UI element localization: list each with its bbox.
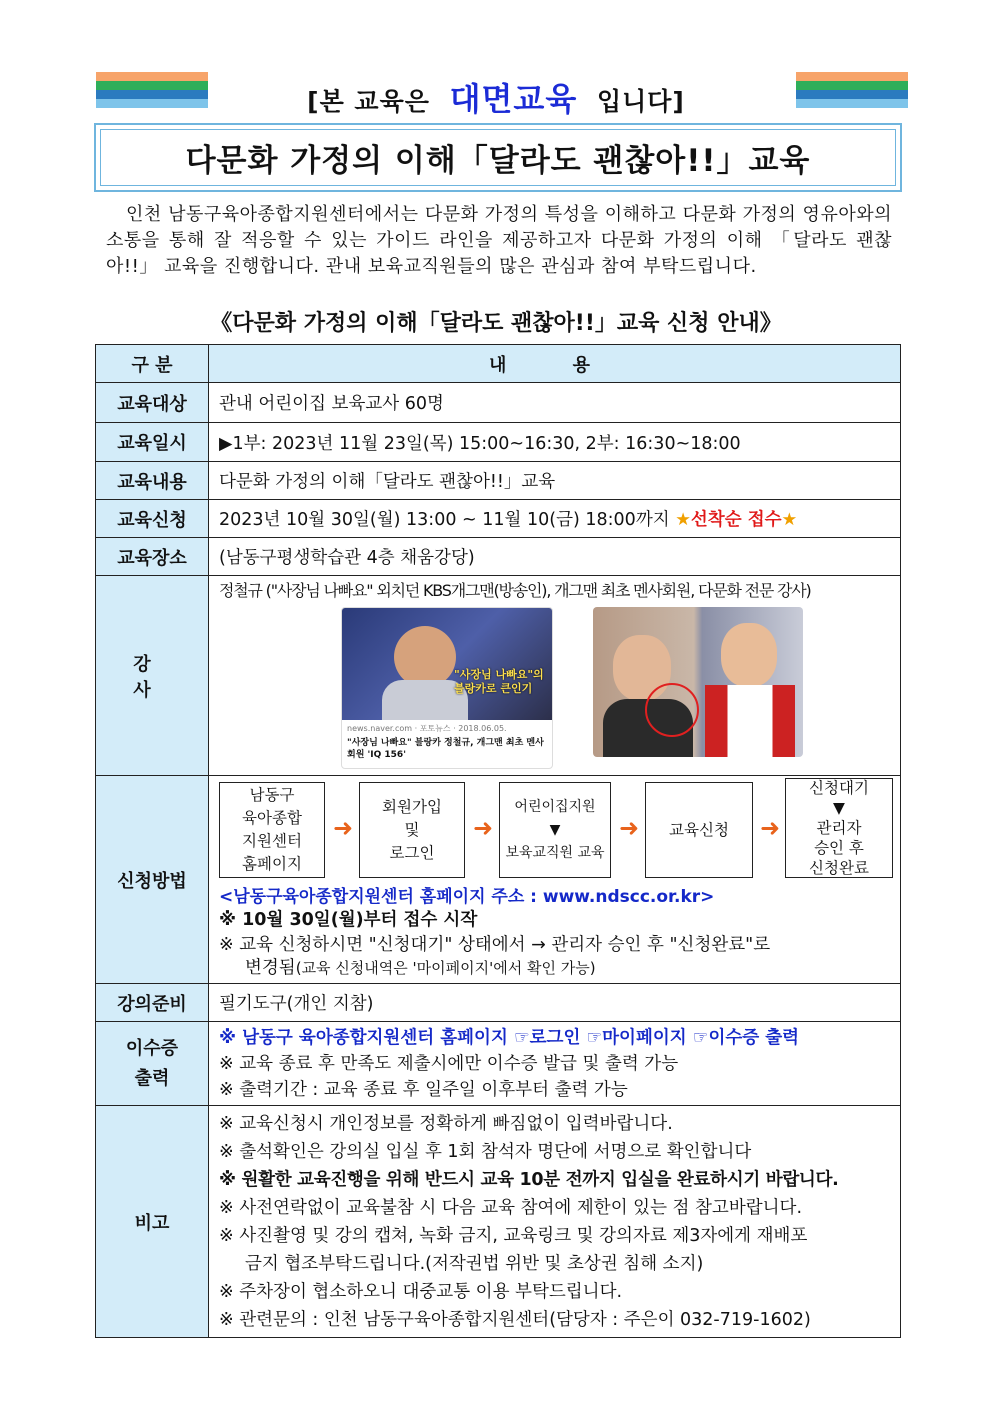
cert-condition: ※ 교육 종료 후 만족도 제출시에만 이수증 발급 및 출력 가능 (219, 1053, 679, 1074)
notice-emphasis: 대면교육 (449, 80, 578, 118)
start-note: ※ 10월 30일(월)부터 접수 시작 (219, 910, 478, 930)
value-apply (209, 500, 901, 538)
table-header-row (96, 345, 901, 383)
header-category: 구 분 (96, 345, 209, 383)
row-method (96, 776, 901, 984)
value-prep: 필기도구(개인 지참) (209, 984, 901, 1022)
star-icon: ★ (781, 510, 798, 530)
row-prep (96, 984, 901, 1022)
flow-step-apply: 교육신청 (645, 782, 753, 878)
title-box (94, 123, 902, 192)
lecturer-photo (593, 607, 803, 757)
homepage-url[interactable]: <남동구육아종합지원센터 홈페이지 주소 : www.ndscc.or.kr> (219, 887, 715, 907)
apply-flow (219, 778, 894, 876)
value-place: (남동구평생학습관 4층 채움강당) (209, 538, 901, 576)
arrow-right-icon: ➜ (473, 814, 494, 842)
star-icon: ★ (675, 510, 691, 530)
news-headline: "사장님 나빠요" 블랑카 정철규, 개그맨 최초 멘사 회원 'IQ 156' (347, 738, 544, 760)
label-apply: 교육신청 (96, 500, 209, 538)
remark-item: ※ 사전연락없이 교육불참 시 다음 교육 참여에 제한이 있는 점 참고바랍니다. (219, 1197, 803, 1218)
intro-paragraph: 인천 남동구육아종합지원센터에서는 다문화 가정의 특성을 이해하고 다문화 가정의 영유아와의 소통을 통해 잘 적응할 수 있는 가이드 라인을 제공하고자 다문화 가정의 이해 「달라도 괜찮아!!」 교육을 진행합니다. 관내 보육교직원들의 많은 관심과 참여 부탁드립니다. (106, 204, 892, 277)
apply-period: 2023년 10월 30일(월) 13:00 ~ 11월 10(금) 18:00까지 (219, 510, 670, 530)
status-changed: 변경됨 (245, 958, 296, 978)
remark-item: ※ 관련문의 : 인천 남동구육아종합지원센터(담당자 : 주은이 032-719-1602) (219, 1309, 811, 1330)
remark-item: ※ 사진촬영 및 강의 캡쳐, 녹화 금지, 교육링크 및 강의자료 제3자에게 재배포 (219, 1225, 808, 1246)
news-source: news.naver.com · 포토뉴스 · 2018.06.05. (347, 724, 507, 733)
label-datetime: 교육일시 (96, 423, 209, 462)
label-remarks: 비고 (96, 1106, 209, 1338)
notice-prefix: [본 교육은 (307, 87, 430, 116)
row-content (96, 462, 901, 500)
notice-suffix: 입니다] (596, 87, 685, 116)
lecturer-desc: 정철규 ("사장님 나빠요" 외치던 KBS개그맨(방송인), 개그맨 최초 멘사회원, 다문화 전문 강사) (219, 581, 811, 600)
status-note-cont (219, 957, 894, 979)
remark-item: 금지 협조부탁드립니다.(저작권법 위반 및 초상권 침해 소지) (245, 1253, 704, 1274)
row-cert (96, 1022, 901, 1106)
info-table (95, 344, 901, 1338)
arrow-right-icon: ➜ (619, 814, 640, 842)
face-to-face-notice (0, 74, 992, 120)
flow-step-complete: 신청대기 ▼ 관리자 승인 후 신청완료 (785, 778, 893, 878)
value-content: 다문화 가정의 이해「달라도 괜찮아!!」교육 (209, 462, 901, 500)
remark-item: ※ 원활한 교육진행을 위해 반드시 교육 10분 전까지 입실을 완료하시기 바랍니다. (219, 1169, 839, 1190)
label-cert: 이수증 출력 (96, 1022, 209, 1106)
page-title: 다문화 가정의 이해「달라도 괜찮아!!」교육 (100, 129, 896, 186)
remark-item: ※ 출석확인은 강의실 입실 후 1회 참석자 명단에 서명으로 확인합니다 (219, 1141, 752, 1162)
row-lecturer (96, 576, 901, 776)
value-cert (209, 1022, 901, 1106)
status-note: ※ 교육 신청하시면 "신청대기" 상태에서 → 관리자 승인 후 "신청완료"로 (219, 935, 771, 955)
news-photo-card (341, 607, 553, 769)
remark-item: ※ 교육신청시 개인정보를 정확하게 빠짐없이 입력바랍니다. (219, 1113, 673, 1134)
flow-step-homepage: 남동구 육아종합 지원센터 홈페이지 (219, 782, 325, 878)
cert-path: ※ 남동구 육아종합지원센터 홈페이지 ☞로그인 ☞마이페이지 ☞이수증 출력 (219, 1027, 800, 1048)
status-mypage: (교육 신청내역은 '마이페이지'에서 확인 가능) (295, 959, 596, 977)
value-datetime: ▶1부: 2023년 11월 23일(목) 15:00~16:30, 2부: 16:30~18:00 (209, 423, 901, 462)
section-subtitle: 《다문화 가정의 이해「달라도 괜찮아!!」교육 신청 안내》 (210, 311, 782, 336)
first-come-note: 선착순 접수 (690, 510, 782, 530)
arrow-right-icon: ➜ (760, 814, 781, 842)
value-remarks (209, 1106, 901, 1338)
label-prep: 강의준비 (96, 984, 209, 1022)
label-target: 교육대상 (96, 383, 209, 423)
flow-step-staff-edu: 어린이집지원 ▼ 보육교직원 교육 (499, 782, 611, 878)
arrow-right-icon: ➜ (333, 814, 354, 842)
value-method (209, 776, 901, 984)
row-remarks (96, 1106, 901, 1338)
row-place (96, 538, 901, 576)
flow-step-login: 회원가입 및 로그인 (359, 782, 465, 878)
row-apply (96, 500, 901, 538)
value-lecturer (209, 576, 901, 776)
label-content: 교육내용 (96, 462, 209, 500)
cert-period: ※ 출력기간 : 교육 종료 후 일주일 이후부터 출력 가능 (219, 1079, 628, 1100)
label-place: 교육장소 (96, 538, 209, 576)
photo-overlay-text: "사장님 나빠요"의 블랑카로 큰인기 (454, 668, 544, 695)
label-lecturer: 강 사 (96, 576, 209, 776)
label-method: 신청방법 (96, 776, 209, 984)
news-photo (342, 608, 552, 720)
row-target (96, 383, 901, 423)
row-datetime (96, 423, 901, 462)
value-target: 관내 어린이집 보육교사 60명 (209, 383, 901, 423)
header-content: 내 용 (209, 345, 901, 383)
remark-item: ※ 주차장이 협소하오니 대중교통 이용 부탁드립니다. (219, 1281, 623, 1302)
